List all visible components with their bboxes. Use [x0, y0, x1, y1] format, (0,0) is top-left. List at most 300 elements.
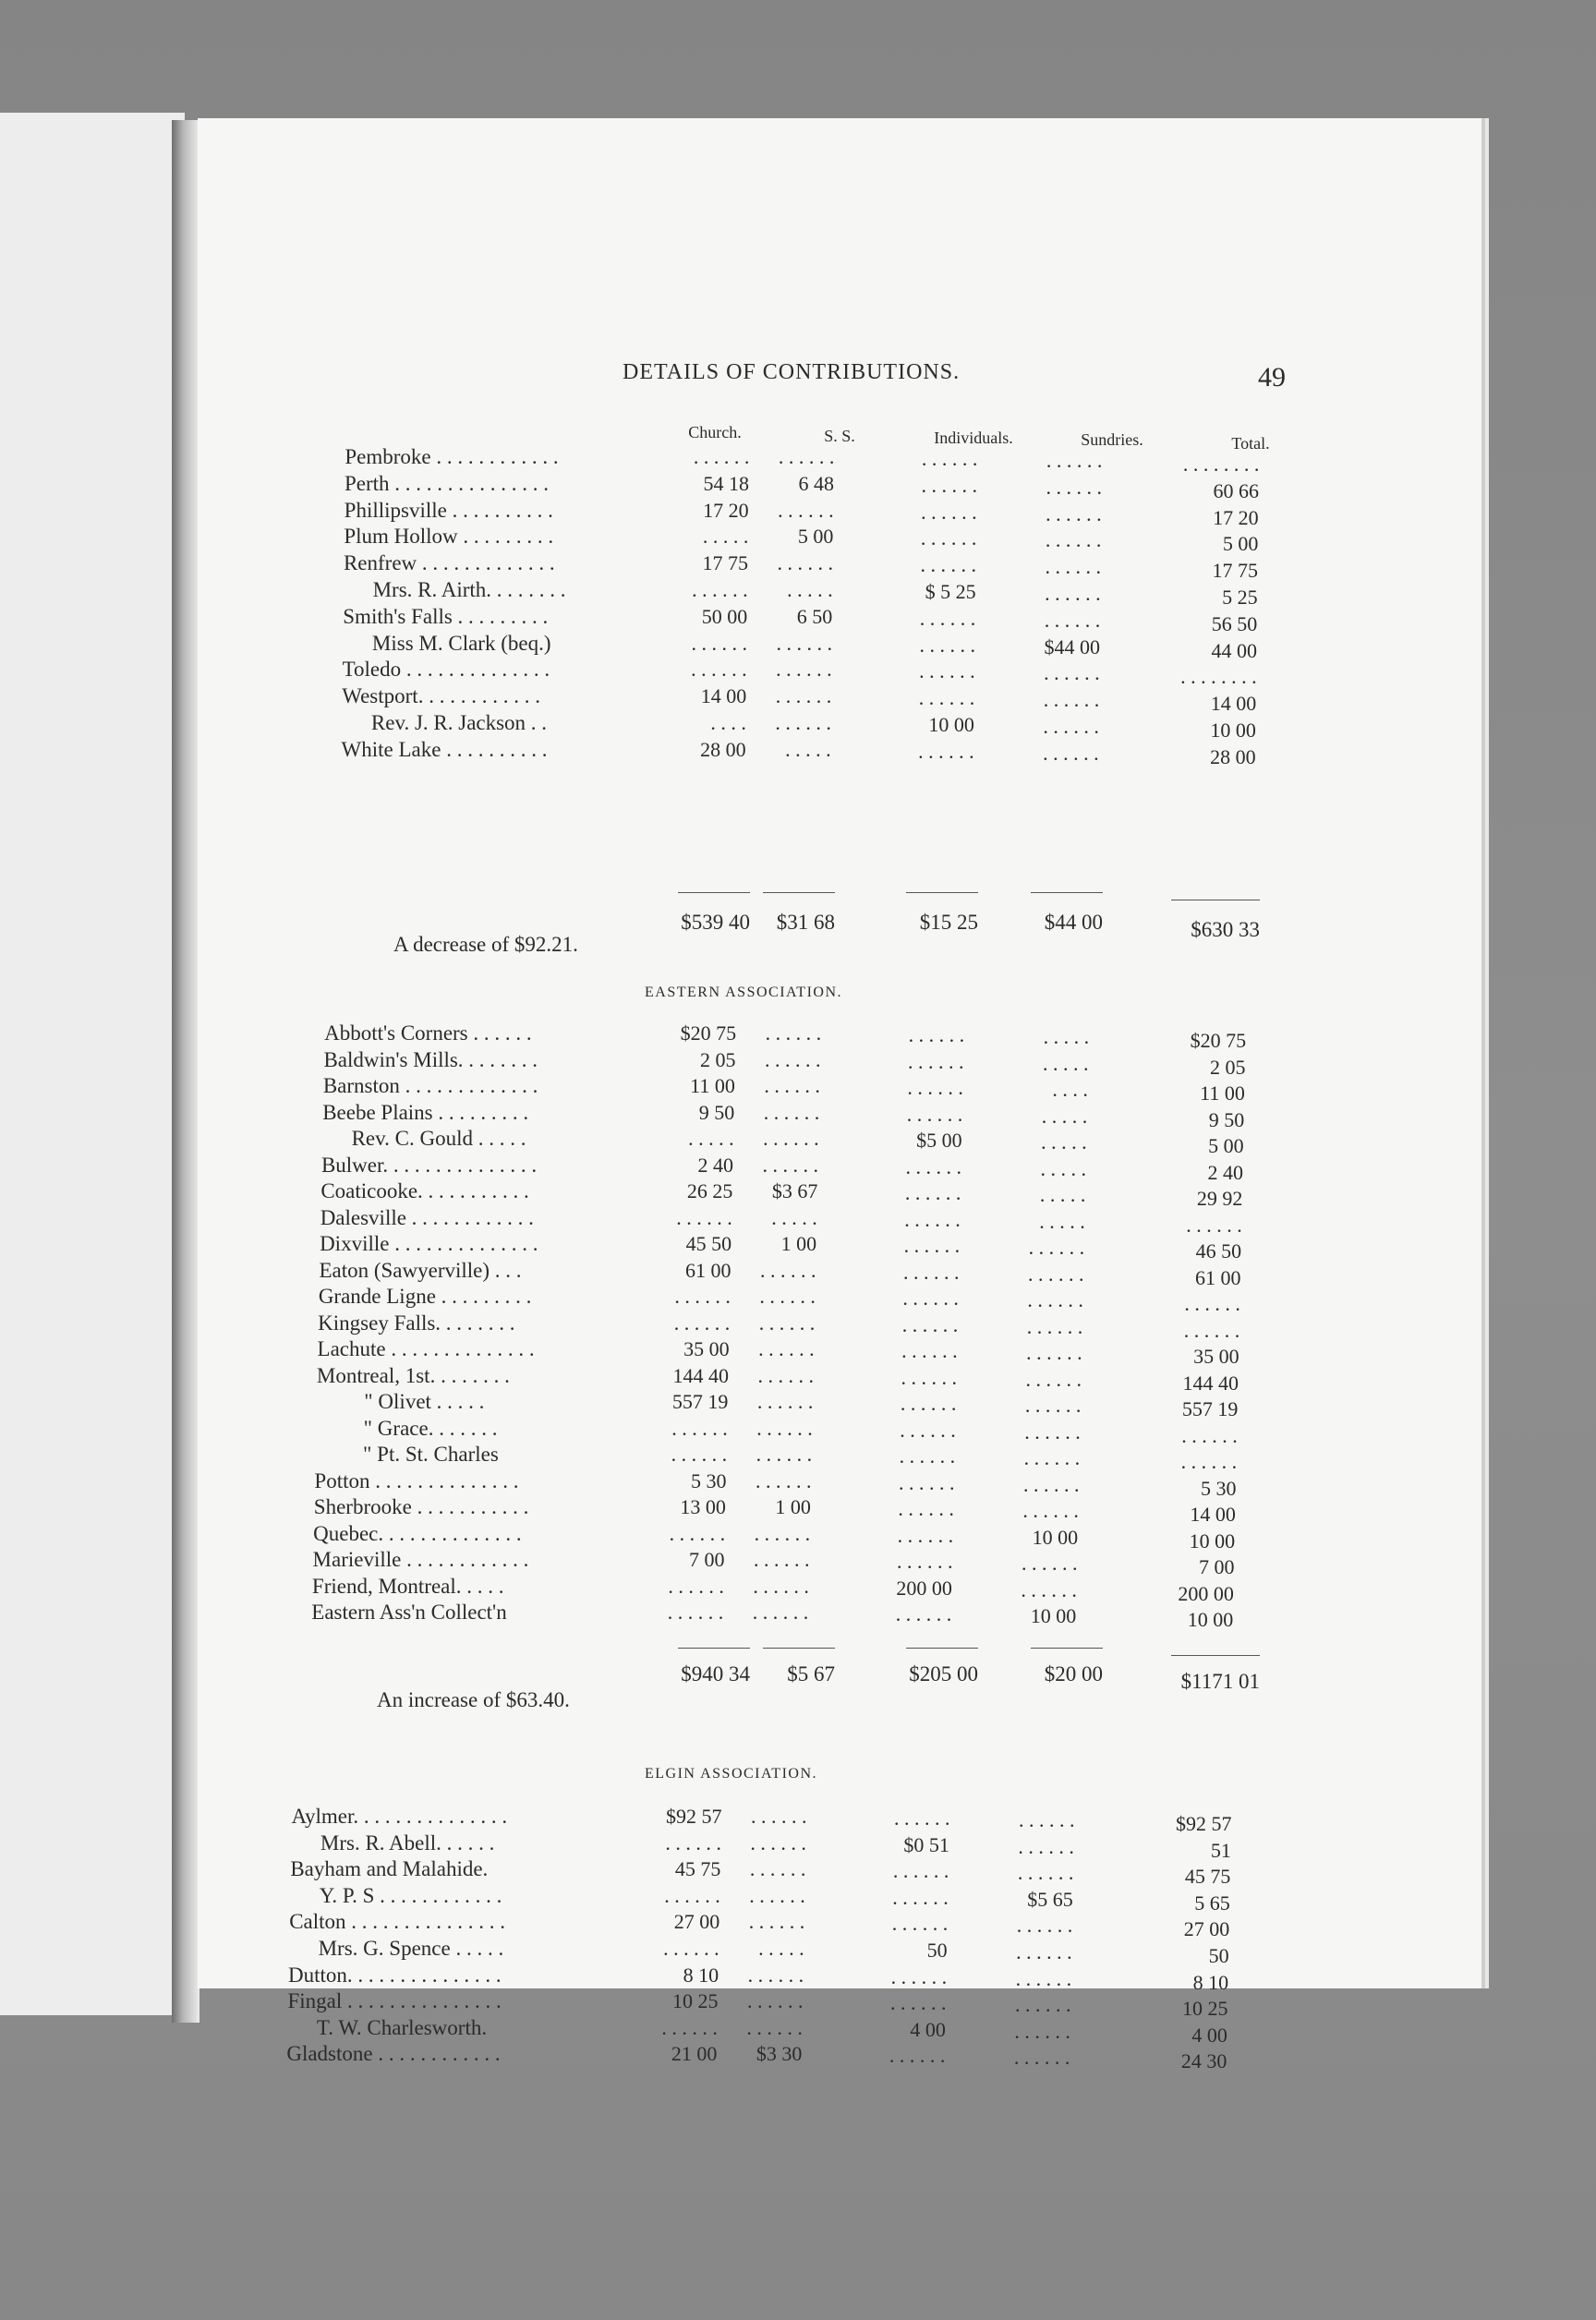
cell-ss: . . . . . . [775, 711, 831, 734]
table-row [198, 1232, 1481, 1263]
cell-total: 14 00 [1190, 1503, 1236, 1526]
cell-ind: . . . . . . [908, 1023, 965, 1046]
cell-total: 17 20 [1213, 505, 1259, 529]
place-name: Barnston . . . . . . . . . . . . . [322, 1074, 538, 1097]
table-row [198, 631, 1481, 662]
place-name: Calton . . . . . . . . . . . . . . . [289, 1910, 506, 1934]
cell-church: 27 00 [673, 1910, 720, 1934]
table-row [198, 1495, 1481, 1526]
cell-church: 10 25 [671, 1989, 719, 2013]
cell-ind: . . . . . . [919, 659, 975, 683]
cell-sun: . . . . . . [1044, 608, 1101, 632]
cell-ind: . . . . . . [919, 633, 975, 657]
table-row [198, 2042, 1481, 2073]
cell-church: 2 05 [699, 1047, 736, 1071]
cell-ss: . . . . . . [750, 1805, 807, 1828]
cell-total: . . . . . . [1186, 1213, 1242, 1237]
table-row [198, 1416, 1481, 1447]
cell-ind: . . . . . . [919, 606, 976, 630]
cell-sun: . . . . . [1040, 1156, 1086, 1180]
cell-church: . . . . . . [671, 1416, 728, 1440]
cell-ss: 6 50 [796, 604, 833, 628]
cell-total: . . . . . . [1181, 1423, 1238, 1447]
table-row [198, 1179, 1481, 1210]
cell-church: 21 00 [671, 2042, 718, 2066]
cell-ind: . . . . . . [921, 473, 978, 497]
place-name: Grande Ligne . . . . . . . . . [318, 1285, 532, 1308]
cell-total: 9 50 [1208, 1107, 1245, 1131]
cell-sun: . . . . . . [1018, 1808, 1075, 1831]
cell-total: 35 00 [1193, 1345, 1239, 1368]
cell-sun: . . . . . . [1045, 582, 1101, 605]
cell-sun: . . . . . . [1025, 1367, 1082, 1391]
cell-ss: . . . . . . [759, 1258, 816, 1282]
cell-total: 5 65 [1194, 1891, 1230, 1915]
page-number: 49 [1258, 362, 1286, 393]
sum-rule [763, 1648, 835, 1649]
cell-ss: . . . . . [785, 737, 831, 761]
cell-total: 24 30 [1180, 2049, 1227, 2073]
gutter-shadow [172, 120, 200, 2023]
cell-ss: . . . . . . [765, 1021, 822, 1045]
cell-sun: . . . . . . [1045, 555, 1101, 579]
cell-total: 44 00 [1211, 638, 1257, 662]
cell-total: 50 [1208, 1944, 1229, 1967]
cell-ss: 1 00 [780, 1232, 817, 1255]
cell-church: 144 40 [672, 1363, 729, 1387]
place-name: Marieville . . . . . . . . . . . . [312, 1548, 529, 1571]
cell-ind: . . . . . . [904, 1181, 961, 1204]
sum-rule [678, 892, 750, 893]
place-name: T. W. Charlesworth. [316, 2015, 488, 2039]
total-ind: $205 00 [909, 1662, 978, 1686]
cell-church: 5 30 [690, 1468, 727, 1492]
cell-church: 9 50 [698, 1100, 735, 1124]
table-row [198, 1883, 1481, 1915]
cell-church: . . . . . . [668, 1574, 724, 1598]
cell-church: $20 75 [680, 1021, 737, 1045]
cell-sun: . . . . . . [1027, 1288, 1083, 1311]
place-name: Pembroke . . . . . . . . . . . . [345, 445, 559, 468]
cell-total: 60 66 [1213, 478, 1260, 502]
total-total: $1171 01 [1180, 1670, 1260, 1693]
page-title: DETAILS OF CONTRIBUTIONS. [623, 360, 961, 384]
cell-ss: . . . . . . [748, 1910, 805, 1934]
total-ss: $5 67 [787, 1662, 835, 1686]
cell-church: . . . . . . [692, 578, 748, 601]
place-name: Coaticooke. . . . . . . . . . . [320, 1179, 529, 1202]
cell-ind: . . . . . . [890, 1964, 948, 1988]
cell-church: . . . . . . [693, 445, 750, 468]
place-name: Dixville . . . . . . . . . . . . . . [320, 1232, 538, 1255]
cell-church: 8 10 [683, 1963, 719, 1987]
place-name: Aylmer. . . . . . . . . . . . . . . [291, 1805, 508, 1828]
cell-ind: . . . . . . [895, 1602, 952, 1625]
cell-total: . . . . . . . . [1180, 665, 1257, 689]
total-ind: $15 25 [919, 911, 978, 934]
cell-sun: . . . . [1052, 1078, 1088, 1101]
cell-church: . . . . . . [664, 1883, 720, 1907]
cell-total: 144 40 [1182, 1371, 1239, 1395]
table-row [198, 1074, 1481, 1105]
table-row [198, 1574, 1481, 1605]
cell-ind: . . . . . . [905, 1154, 961, 1178]
cell-ss: . . . . . . [746, 1989, 804, 2013]
column-header-ss: S. S. [824, 427, 855, 445]
table-row [198, 1910, 1481, 1941]
place-name: " Olivet . . . . . [364, 1390, 485, 1413]
table-row [198, 711, 1481, 742]
table-row [198, 1831, 1481, 1862]
cell-total: . . . . . . [1183, 1318, 1240, 1342]
cell-sun: . . . . . . [1022, 1552, 1078, 1575]
cell-sun: . . . . . . [1043, 741, 1099, 765]
cell-ss: 1 00 [775, 1495, 811, 1518]
table-row [198, 1127, 1481, 1157]
cell-sun: . . . . . . [1023, 1446, 1081, 1469]
place-name: " Grace. . . . . . . [363, 1416, 498, 1440]
table-row [198, 1443, 1481, 1473]
cell-sun: . . . . . . [1043, 688, 1100, 712]
cell-ind: $5 00 [916, 1129, 962, 1152]
sum-rule [1031, 1648, 1103, 1649]
cell-total: 14 00 [1210, 692, 1257, 716]
cell-ind: 50 [926, 1939, 948, 1962]
cell-total: 4 00 [1191, 2023, 1227, 2047]
total-ss: $31 68 [776, 911, 835, 934]
place-name: Bulwer. . . . . . . . . . . . . . . [320, 1153, 538, 1177]
place-name: Rev. C. Gould . . . . . [351, 1127, 526, 1150]
cell-sun: . . . . . . [1022, 1472, 1080, 1496]
cell-church: 61 00 [684, 1258, 732, 1282]
table-row [198, 1989, 1481, 2021]
table-row [198, 1363, 1481, 1395]
table-row [198, 1805, 1481, 1835]
cell-sun: . . . . . . [1014, 1993, 1071, 2017]
place-name: White Lake . . . . . . . . . . [341, 737, 548, 761]
sum-rule [906, 1648, 978, 1649]
place-name: Potton . . . . . . . . . . . . . . [314, 1468, 519, 1492]
cell-church: 14 00 [700, 684, 747, 708]
total-total: $630 33 [1191, 918, 1260, 941]
table-row [198, 737, 1481, 768]
table-row [198, 1963, 1481, 1994]
place-name: Bayham and Malahide. [290, 1857, 489, 1881]
cell-ind: 200 00 [896, 1576, 952, 1600]
place-name: Y. P. S . . . . . . . . . . . . [319, 1883, 502, 1907]
table-row [198, 658, 1481, 689]
table-row [198, 1021, 1481, 1052]
place-name: Eaton (Sawyerville) . . . [319, 1258, 522, 1282]
document-page [198, 118, 1481, 2073]
cell-church: 35 00 [683, 1337, 730, 1360]
cell-ind: . . . . . . [902, 1287, 959, 1310]
cell-sun: . . . . . . [1017, 1861, 1074, 1885]
cell-ind: . . . . . . [907, 1049, 964, 1073]
cell-ind: . . . . . . [920, 553, 976, 577]
cell-sun: . . . . . . [1046, 449, 1103, 472]
table-row [198, 498, 1481, 529]
cell-church: 17 75 [702, 551, 748, 575]
cell-sun: . . . . . . [1027, 1262, 1084, 1286]
cell-church: 45 75 [674, 1857, 721, 1881]
cell-church: 2 40 [697, 1153, 733, 1177]
cell-ind: . . . . . . [889, 1991, 947, 2015]
place-name: Miss M. Clark (beq.) [371, 631, 551, 655]
total-church: $539 40 [681, 911, 750, 934]
cell-church: 11 00 [690, 1074, 735, 1097]
cell-ind: . . . . . . [901, 1312, 959, 1336]
cell-ss: . . . . . [771, 1205, 817, 1229]
cell-church: . . . . . . [663, 1937, 719, 1960]
table-row [198, 525, 1481, 556]
cell-ind: . . . . . . [900, 1392, 957, 1415]
table-row [198, 1468, 1481, 1500]
cell-total: $92 57 [1175, 1812, 1232, 1835]
table-row [198, 445, 1481, 476]
place-name: Plum Hollow . . . . . . . . . [344, 525, 554, 549]
cell-church: 17 20 [703, 498, 749, 522]
cell-total: 45 75 [1184, 1865, 1231, 1889]
cell-ind: . . . . . . [898, 1470, 955, 1494]
cell-ind: 10 00 [928, 713, 974, 736]
cell-ss: . . . . . . [775, 684, 832, 708]
cell-ss: . . . . . . [757, 1363, 814, 1387]
cell-sun: . . . . . . [1024, 1420, 1081, 1444]
table-row [198, 1548, 1481, 1578]
place-name: Friend, Montreal. . . . . [311, 1574, 504, 1598]
cell-church: . . . . . . [667, 1601, 724, 1624]
place-name: Kingsey Falls. . . . . . . . [318, 1311, 515, 1335]
place-name: Quebec. . . . . . . . . . . . . . [313, 1521, 522, 1545]
cell-ss: . . . . . . [754, 1548, 810, 1571]
place-name: Mrs. G. Spence . . . . . [318, 1937, 504, 1960]
cell-sun: . . . . . . [1024, 1394, 1082, 1417]
cell-ind: . . . . . . [918, 739, 974, 763]
cell-church: 50 00 [701, 604, 748, 628]
table-row [198, 1390, 1481, 1420]
cell-church: . . . . . [688, 1127, 734, 1150]
cell-church: 7 00 [689, 1548, 725, 1571]
cell-ind: . . . . . . [898, 1497, 954, 1520]
cell-ss: . . . . . . [749, 1857, 806, 1881]
cell-ind: . . . . . . [891, 1912, 949, 1936]
cell-ss: . . . . . . [756, 1390, 814, 1413]
cell-ind: . . . . . . [897, 1550, 953, 1573]
cell-church: . . . . . . [674, 1285, 731, 1308]
cell-total: 46 50 [1195, 1239, 1242, 1263]
cell-church: . . . . . . [673, 1311, 731, 1335]
cell-sun: . . . . . . [1028, 1236, 1085, 1259]
cell-ss: . . . . . . [750, 1831, 806, 1855]
cell-ss: . . . . . . [756, 1443, 813, 1466]
cell-sun: . . . . . [1039, 1209, 1085, 1233]
place-name: Perth . . . . . . . . . . . . . . . [345, 471, 550, 495]
cell-total: 10 00 [1187, 1608, 1234, 1631]
cell-ss: $3 67 [771, 1179, 818, 1202]
cell-ss: . . . . . . [758, 1311, 816, 1335]
cell-ind: . . . . . . [904, 1207, 961, 1231]
cell-ss: . . . . . . [755, 1468, 812, 1492]
cell-sun: . . . . . . [1022, 1499, 1079, 1522]
total-sun: $44 00 [1044, 911, 1103, 934]
cell-ind: . . . . . . [892, 1885, 949, 1909]
table-row [198, 1100, 1481, 1131]
section-title: EASTERN ASSOCIATION. [645, 985, 843, 1000]
cell-church: . . . . . . [691, 658, 747, 682]
cell-total: . . . . . . . . [1182, 453, 1260, 476]
table-row [198, 1937, 1481, 1967]
place-name: Eastern Ass'n Collect'n [311, 1601, 507, 1624]
cell-ind: . . . . . . [918, 686, 975, 710]
cell-total: 10 00 [1210, 719, 1256, 742]
cell-sun: $44 00 [1044, 634, 1100, 659]
cell-sun: . . . . . . [1016, 1914, 1073, 1938]
column-header-individuals: Individuals. [934, 429, 1013, 447]
table-row [198, 1153, 1481, 1184]
total-sun: $20 00 [1044, 1662, 1103, 1686]
cell-total: 56 50 [1211, 611, 1258, 635]
cell-ss: . . . . . . [776, 658, 832, 682]
column-header-total: Total. [1231, 434, 1270, 453]
place-name: Mrs. R. Airth. . . . . . . . [372, 578, 566, 601]
cell-total: 10 25 [1181, 1997, 1228, 2021]
cell-church: . . . . . . [691, 631, 747, 655]
cell-sun: . . . . . . [1043, 715, 1099, 738]
table-row [198, 684, 1481, 716]
table-row [198, 1285, 1481, 1315]
place-name: Toledo . . . . . . . . . . . . . . [342, 658, 550, 682]
cell-church: . . . . . . [665, 1831, 721, 1855]
place-name: Phillipsville . . . . . . . . . . [344, 498, 553, 522]
sum-rule [906, 892, 978, 893]
total-church: $940 34 [681, 1662, 750, 1686]
place-name: Gladstone . . . . . . . . . . . . [286, 2042, 501, 2066]
table-row [198, 1337, 1481, 1368]
sum-rule [763, 892, 835, 893]
place-name: " Pt. St. Charles [363, 1443, 499, 1466]
cell-ind: . . . . . . [899, 1444, 956, 1468]
cell-sun: . . . . . [1039, 1183, 1086, 1206]
cell-ind: . . . . . . [902, 1260, 960, 1284]
cell-ss: . . . . . . [747, 1963, 804, 1987]
place-name: Beebe Plains . . . . . . . . . [322, 1100, 529, 1124]
cell-total: . . . . . . [1180, 1450, 1238, 1473]
cell-sun: . . . . . [1041, 1130, 1087, 1154]
place-name: Mrs. R. Abell. . . . . . [320, 1831, 495, 1855]
cell-ss: . . . . . [787, 578, 833, 601]
cell-ss: 6 48 [798, 471, 835, 495]
cell-total: 17 75 [1212, 559, 1258, 583]
place-name: Lachute . . . . . . . . . . . . . . [317, 1337, 535, 1360]
cell-total: 5 00 [1208, 1134, 1244, 1157]
cell-ss: . . . . . . [763, 1100, 820, 1124]
cell-ind: . . . . . . [903, 1234, 961, 1257]
cell-total: 5 00 [1222, 532, 1259, 556]
place-name: Dutton. . . . . . . . . . . . . . . [288, 1963, 502, 1987]
cell-ss: . . . . . . [753, 1574, 809, 1598]
cell-sun: . . . . . . [1016, 1940, 1072, 1964]
cell-ind: . . . . . . [906, 1102, 963, 1126]
cell-total: $20 75 [1190, 1029, 1247, 1052]
cell-sun: . . . . . . [1018, 1834, 1074, 1858]
table-row [198, 578, 1481, 609]
cell-ss: . . . . . . [759, 1285, 816, 1308]
table-row [198, 1205, 1481, 1237]
cell-ss: . . . . . . [752, 1601, 809, 1624]
cell-total: 61 00 [1194, 1265, 1241, 1289]
cell-sun: . . . . . [1041, 1104, 1088, 1128]
table-row [198, 1601, 1481, 1631]
cell-ind: . . . . . . [892, 1859, 949, 1883]
cell-church: . . . . . . [676, 1205, 732, 1229]
cell-total: 2 05 [1209, 1055, 1246, 1079]
cell-sun: . . . . . . [1014, 2019, 1070, 2043]
cell-ss: . . . . . . [746, 2015, 803, 2039]
cell-ss: . . . . . . [778, 445, 835, 468]
table-row [198, 471, 1481, 502]
cell-church: . . . . [710, 711, 746, 734]
cell-ss: . . . . . . [754, 1521, 811, 1545]
cell-sun: 10 00 [1030, 1604, 1077, 1627]
cell-church: 26 25 [686, 1179, 733, 1202]
cell-church: $92 57 [665, 1805, 722, 1828]
table-row [198, 2015, 1481, 2047]
cell-church: 13 00 [680, 1495, 726, 1518]
cell-sun: . . . . . . [1046, 501, 1102, 526]
cell-ind: . . . . . . [921, 500, 977, 524]
cell-total: 2 40 [1207, 1160, 1243, 1184]
cell-total: 28 00 [1210, 744, 1256, 768]
cell-sun: . . . . . . [1026, 1314, 1083, 1338]
facing-page-edge [0, 113, 185, 2015]
cell-ss: . . . . . . [776, 631, 832, 655]
cell-total: 11 00 [1200, 1081, 1245, 1105]
cell-ind: . . . . . . [920, 526, 977, 550]
cell-total: 29 92 [1196, 1187, 1243, 1210]
place-name: Baldwin's Mills. . . . . . . . [323, 1047, 538, 1071]
cell-sun: . . . . . . [1045, 528, 1102, 552]
cell-ind: $0 51 [903, 1832, 949, 1856]
cell-ss: . . . . . . [756, 1416, 813, 1440]
cell-church: . . . . . [702, 525, 749, 549]
cell-ind: . . . . . . [901, 1365, 957, 1389]
cell-ind: . . . . . . [907, 1076, 963, 1099]
cell-church: . . . . . . [661, 2015, 718, 2039]
place-name: Renfrew . . . . . . . . . . . . . [343, 551, 555, 575]
cell-total: . . . . . . [1184, 1292, 1240, 1315]
cell-sun: . . . . . . [1021, 1577, 1077, 1601]
cell-sun: . . . . . . [1013, 2046, 1070, 2070]
cell-church: 28 00 [700, 737, 746, 761]
cell-church: 45 50 [685, 1232, 732, 1255]
place-name: Montreal, 1st. . . . . . . . [316, 1363, 510, 1387]
cell-ss: 5 00 [797, 525, 834, 549]
column-header-sundries: Sundries. [1081, 430, 1143, 449]
column-header-church: Church. [688, 423, 742, 441]
cell-ind: $ 5 25 [925, 580, 976, 603]
cell-ind: . . . . . . [921, 447, 978, 470]
cell-sun: . . . . . [1042, 1051, 1089, 1075]
cell-ss: . . . . . . [758, 1337, 815, 1360]
cell-sun: 10 00 [1032, 1525, 1079, 1549]
cell-ss: . . . . . . [762, 1153, 818, 1177]
cell-sun: . . . . . . [1026, 1341, 1082, 1364]
cell-total: 5 25 [1222, 586, 1258, 609]
cell-church: . . . . . . [669, 1521, 726, 1545]
place-name: Fingal . . . . . . . . . . . . . . . [287, 1989, 502, 2013]
section-title: ELGIN ASSOCIATION. [645, 1766, 817, 1782]
